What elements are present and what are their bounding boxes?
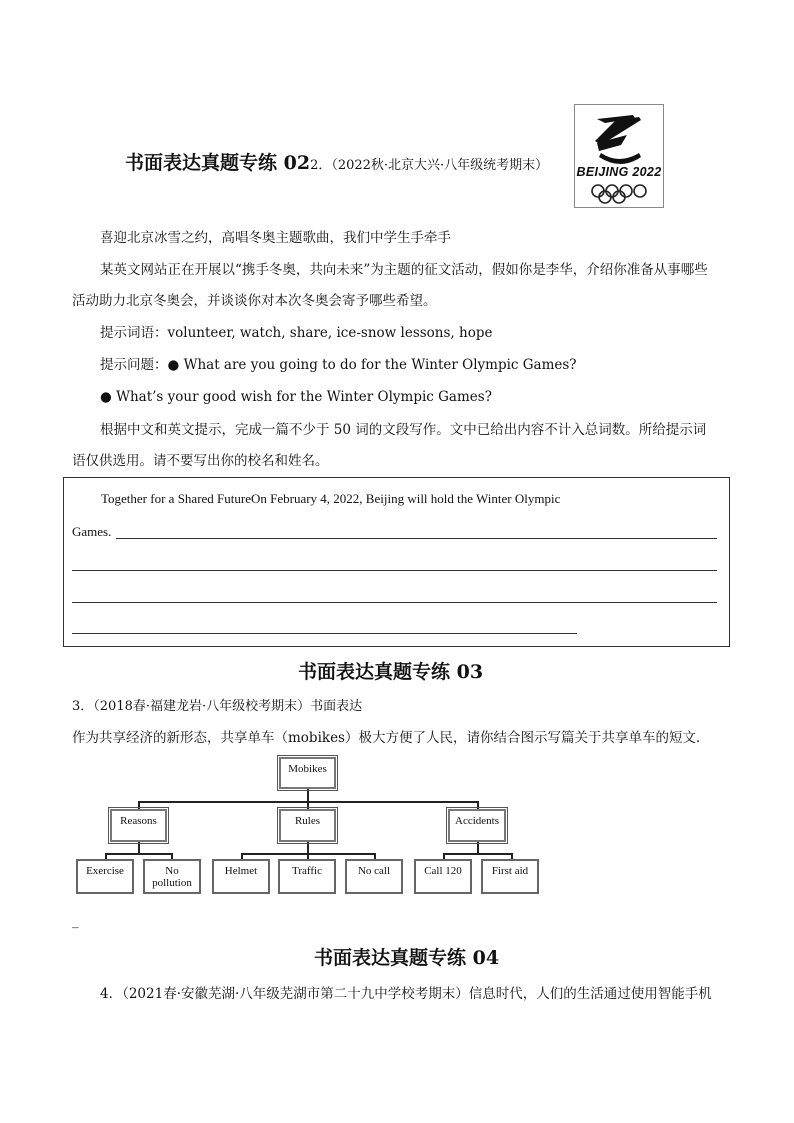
writing-box[interactable] <box>63 477 730 647</box>
section-03-task: 作为共享经济的新形态，共享单车（mobikes）极大方便了人民，请你结合图示写篇关于共享单车的短文． <box>72 730 710 746</box>
answer-line[interactable] <box>72 602 717 603</box>
node-no-pollution: No pollution <box>143 859 201 894</box>
mobikes-mind-map <box>73 752 543 897</box>
hint-words: 提示词语：volunteer, watch, share, ice-snow lessons, hope <box>100 325 493 341</box>
section-03-source: 3．（2018春·福建龙岩·八年级校考期末）书面表达 <box>72 699 363 714</box>
requirement-line-1: 根据中文和英文提示，完成一篇不少于 50 词的文段写作。文中已给出内容不计入总词数。所给提示词 <box>100 422 707 438</box>
connector <box>443 853 511 855</box>
node-no-call: No call <box>345 859 403 894</box>
answer-line[interactable] <box>72 570 717 571</box>
node-accidents: Accidents <box>448 809 506 842</box>
requirement-line-2: 语仅供选用。请不要写出你的校名和姓名。 <box>72 453 329 469</box>
writing-prompt-line-1: Together for a Shared FutureOn February 4, 2022, Beijing will hold the Winter Olympic <box>101 491 561 506</box>
hint-question-1: 提示问题：● What are you going to do for the Winter Olympic Games? <box>100 357 577 373</box>
section-04-task: 4．（2021春·安徽芜湖·八年级芜湖市第二十九中学校考期末）信息时代，人们的生活通过使用智能手机 <box>100 986 712 1002</box>
logo-text: BEIJING 2022 <box>576 165 662 179</box>
task-line-2: 活动助力北京冬奥会，并谈谈你对本次冬奥会寄予哪些希望。 <box>72 293 437 309</box>
hint-question-2: ● What’s your good wish for the Winter Olympic Games? <box>100 389 492 405</box>
node-traffic: Traffic <box>278 859 336 894</box>
section-02-title: 书面表达真题专练 022．（2022秋·北京大兴·八年级统考期末） <box>125 152 549 174</box>
node-root: Mobikes <box>279 757 336 789</box>
connector <box>477 801 479 809</box>
dash-mark: _ <box>72 913 79 929</box>
node-reasons: Reasons <box>110 809 167 842</box>
writing-prompt-line-2: Games. <box>72 524 112 539</box>
node-rules: Rules <box>279 809 336 842</box>
node-first-aid: First aid <box>481 859 539 894</box>
section-03-title: 书面表达真题专练 03 <box>298 661 484 683</box>
task-line-1: 某英文网站正在开展以“携手冬奥，共向未来”为主题的征文活动，假如你是李华，介绍你准备从事哪些 <box>100 262 708 278</box>
beijing-2022-logo <box>574 104 664 208</box>
answer-line[interactable] <box>116 538 717 539</box>
connector <box>307 801 309 809</box>
node-exercise: Exercise <box>76 859 134 894</box>
node-helmet: Helmet <box>212 859 270 894</box>
intro-text: 喜迎北京冰雪之约，高唱冬奥主题歌曲，我们中学生手牵手 <box>100 230 451 246</box>
node-call-120: Call 120 <box>414 859 472 894</box>
section-02-source: 2．（2022秋·北京大兴·八年级统考期末） <box>310 158 549 173</box>
answer-line[interactable] <box>72 633 577 634</box>
winter-olympics-emblem-icon <box>575 105 663 207</box>
connector <box>105 853 171 855</box>
section-04-title: 书面表达真题专练 04 <box>314 947 500 969</box>
connector <box>138 801 140 809</box>
